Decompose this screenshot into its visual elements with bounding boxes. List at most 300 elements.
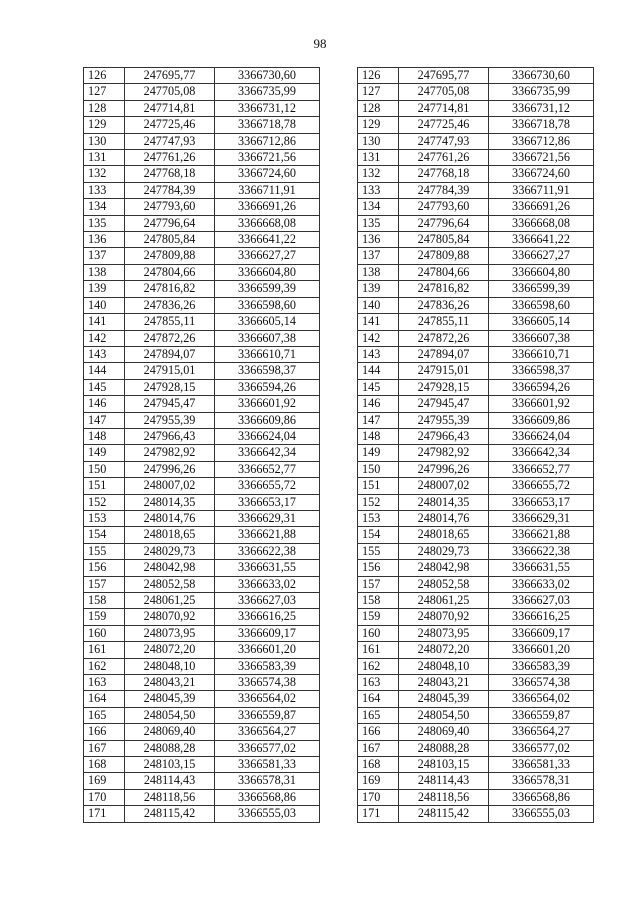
y-coordinate-cell: 3366631,55 [215, 560, 320, 576]
point-number-cell: 133 [358, 182, 399, 198]
point-number-cell: 147 [358, 412, 399, 428]
y-coordinate-cell: 3366631,55 [489, 560, 594, 576]
point-number-cell: 135 [84, 215, 125, 231]
point-number-cell: 131 [84, 150, 125, 166]
point-number-cell: 151 [84, 478, 125, 494]
x-coordinate-cell: 248061,25 [125, 593, 215, 609]
table-row [358, 182, 594, 198]
x-coordinate-cell: 247928,15 [125, 379, 215, 395]
y-coordinate-cell: 3366624,04 [215, 428, 320, 444]
x-coordinate-cell: 248029,73 [399, 543, 489, 559]
point-number-cell: 136 [84, 232, 125, 248]
y-coordinate-cell: 3366574,38 [215, 675, 320, 691]
x-coordinate-cell: 248054,50 [125, 707, 215, 723]
y-coordinate-cell: 3366578,31 [489, 773, 594, 789]
table-row [84, 84, 320, 100]
x-coordinate-cell: 247928,15 [399, 379, 489, 395]
x-coordinate-cell: 247725,46 [399, 117, 489, 133]
point-number-cell: 137 [84, 248, 125, 264]
page-number: 98 [313, 36, 327, 51]
table-row [358, 806, 594, 822]
table-row [358, 84, 594, 100]
y-coordinate-cell: 3366559,87 [489, 707, 594, 723]
x-coordinate-cell: 248018,65 [125, 527, 215, 543]
x-coordinate-cell: 248045,39 [399, 691, 489, 707]
table-row [84, 68, 320, 84]
y-coordinate-cell: 3366583,39 [489, 658, 594, 674]
y-coordinate-cell: 3366609,17 [215, 625, 320, 641]
table-row [84, 281, 320, 297]
x-coordinate-cell: 247784,39 [125, 182, 215, 198]
table-row [84, 461, 320, 477]
y-coordinate-cell: 3366594,26 [489, 379, 594, 395]
point-number-cell: 140 [358, 297, 399, 313]
y-coordinate-cell: 3366622,38 [489, 543, 594, 559]
x-coordinate-cell: 247945,47 [125, 396, 215, 412]
table-row [358, 68, 594, 84]
point-number-cell: 137 [358, 248, 399, 264]
y-coordinate-cell: 3366599,39 [489, 281, 594, 297]
y-coordinate-cell: 3366724,60 [215, 166, 320, 182]
x-coordinate-cell: 247855,11 [399, 314, 489, 330]
table-row [358, 363, 594, 379]
table-row [358, 150, 594, 166]
table-row [358, 461, 594, 477]
point-number-cell: 168 [358, 757, 399, 773]
x-coordinate-cell: 247761,26 [125, 150, 215, 166]
y-coordinate-cell: 3366601,20 [215, 642, 320, 658]
x-coordinate-cell: 248118,56 [399, 789, 489, 805]
point-number-cell: 133 [84, 182, 125, 198]
x-coordinate-cell: 248014,35 [399, 494, 489, 510]
x-coordinate-cell: 248070,92 [399, 609, 489, 625]
table-row [358, 330, 594, 346]
table-row [84, 707, 320, 723]
x-coordinate-cell: 248043,21 [399, 675, 489, 691]
table-row [84, 445, 320, 461]
y-coordinate-cell: 3366599,39 [215, 281, 320, 297]
point-number-cell: 128 [84, 100, 125, 116]
table-row [358, 133, 594, 149]
point-number-cell: 148 [84, 428, 125, 444]
table-row [358, 232, 594, 248]
y-coordinate-cell: 3366627,03 [215, 593, 320, 609]
table-row [84, 314, 320, 330]
table-row [358, 117, 594, 133]
y-coordinate-cell: 3366724,60 [489, 166, 594, 182]
table-row [84, 232, 320, 248]
point-number-cell: 138 [84, 264, 125, 280]
y-coordinate-cell: 3366574,38 [489, 675, 594, 691]
y-coordinate-cell: 3366627,27 [215, 248, 320, 264]
y-coordinate-cell: 3366607,38 [489, 330, 594, 346]
point-number-cell: 156 [358, 560, 399, 576]
y-coordinate-cell: 3366627,03 [489, 593, 594, 609]
y-coordinate-cell: 3366605,14 [489, 314, 594, 330]
table-row [358, 396, 594, 412]
x-coordinate-cell: 247836,26 [399, 297, 489, 313]
y-coordinate-cell: 3366712,86 [489, 133, 594, 149]
table-row [84, 593, 320, 609]
x-coordinate-cell: 248114,43 [125, 773, 215, 789]
point-number-cell: 147 [84, 412, 125, 428]
y-coordinate-cell: 3366604,80 [489, 264, 594, 280]
y-coordinate-cell: 3366652,77 [489, 461, 594, 477]
y-coordinate-cell: 3366581,33 [215, 757, 320, 773]
y-coordinate-cell: 3366642,34 [215, 445, 320, 461]
point-number-cell: 131 [358, 150, 399, 166]
x-coordinate-cell: 248014,76 [125, 510, 215, 526]
table-row [358, 100, 594, 116]
y-coordinate-cell: 3366609,86 [215, 412, 320, 428]
x-coordinate-cell: 248088,28 [125, 740, 215, 756]
x-coordinate-cell: 247695,77 [399, 68, 489, 84]
x-coordinate-cell: 248007,02 [125, 478, 215, 494]
x-coordinate-cell: 248115,42 [125, 806, 215, 822]
y-coordinate-cell: 3366711,91 [215, 182, 320, 198]
x-coordinate-cell: 247955,39 [125, 412, 215, 428]
point-number-cell: 161 [358, 642, 399, 658]
y-coordinate-cell: 3366668,08 [489, 215, 594, 231]
table-row [358, 264, 594, 280]
point-number-cell: 141 [358, 314, 399, 330]
coordinates-table-left [83, 67, 320, 823]
y-coordinate-cell: 3366735,99 [489, 84, 594, 100]
point-number-cell: 144 [84, 363, 125, 379]
point-number-cell: 127 [84, 84, 125, 100]
y-coordinate-cell: 3366731,12 [215, 100, 320, 116]
y-coordinate-cell: 3366721,56 [215, 150, 320, 166]
x-coordinate-cell: 247982,92 [399, 445, 489, 461]
point-number-cell: 171 [84, 806, 125, 822]
table-row [84, 658, 320, 674]
point-number-cell: 170 [84, 789, 125, 805]
x-coordinate-cell: 247804,66 [125, 264, 215, 280]
point-number-cell: 154 [84, 527, 125, 543]
x-coordinate-cell: 247768,18 [399, 166, 489, 182]
y-coordinate-cell: 3366622,38 [215, 543, 320, 559]
y-coordinate-cell: 3366581,33 [489, 757, 594, 773]
table-row [84, 100, 320, 116]
x-coordinate-cell: 247796,64 [399, 215, 489, 231]
y-coordinate-cell: 3366629,31 [489, 510, 594, 526]
x-coordinate-cell: 247714,81 [125, 100, 215, 116]
y-coordinate-cell: 3366564,27 [215, 724, 320, 740]
x-coordinate-cell: 247761,26 [399, 150, 489, 166]
point-number-cell: 165 [358, 707, 399, 723]
x-coordinate-cell: 248048,10 [125, 658, 215, 674]
table-row [84, 330, 320, 346]
point-number-cell: 155 [358, 543, 399, 559]
point-number-cell: 144 [358, 363, 399, 379]
table-row [358, 576, 594, 592]
y-coordinate-cell: 3366621,88 [215, 527, 320, 543]
point-number-cell: 171 [358, 806, 399, 822]
y-coordinate-cell: 3366641,22 [215, 232, 320, 248]
point-number-cell: 129 [358, 117, 399, 133]
table-row [358, 379, 594, 395]
y-coordinate-cell: 3366609,17 [489, 625, 594, 641]
y-coordinate-cell: 3366555,03 [215, 806, 320, 822]
y-coordinate-cell: 3366641,22 [489, 232, 594, 248]
point-number-cell: 129 [84, 117, 125, 133]
table-row [84, 478, 320, 494]
table-row [358, 658, 594, 674]
table-row [84, 560, 320, 576]
y-coordinate-cell: 3366712,86 [215, 133, 320, 149]
table-row [84, 396, 320, 412]
x-coordinate-cell: 247894,07 [399, 346, 489, 362]
table-row [358, 281, 594, 297]
y-coordinate-cell: 3366559,87 [215, 707, 320, 723]
y-coordinate-cell: 3366718,78 [489, 117, 594, 133]
x-coordinate-cell: 247855,11 [125, 314, 215, 330]
x-coordinate-cell: 248069,40 [125, 724, 215, 740]
y-coordinate-cell: 3366605,14 [215, 314, 320, 330]
point-number-cell: 160 [358, 625, 399, 641]
table-row [84, 642, 320, 658]
table-row [358, 494, 594, 510]
table-row [358, 560, 594, 576]
table-row [84, 773, 320, 789]
table-row [358, 593, 594, 609]
table-row [358, 478, 594, 494]
y-coordinate-cell: 3366564,02 [489, 691, 594, 707]
y-coordinate-cell: 3366730,60 [489, 68, 594, 84]
x-coordinate-cell: 247793,60 [399, 199, 489, 215]
point-number-cell: 158 [358, 593, 399, 609]
y-coordinate-cell: 3366607,38 [215, 330, 320, 346]
table-row [84, 117, 320, 133]
y-coordinate-cell: 3366583,39 [215, 658, 320, 674]
table-row [358, 642, 594, 658]
point-number-cell: 136 [358, 232, 399, 248]
x-coordinate-cell: 247955,39 [399, 412, 489, 428]
x-coordinate-cell: 247945,47 [399, 396, 489, 412]
table-row [84, 182, 320, 198]
point-number-cell: 162 [84, 658, 125, 674]
table-row [84, 576, 320, 592]
table-row [358, 773, 594, 789]
point-number-cell: 156 [84, 560, 125, 576]
point-number-cell: 153 [84, 510, 125, 526]
point-number-cell: 157 [84, 576, 125, 592]
y-coordinate-cell: 3366598,37 [489, 363, 594, 379]
x-coordinate-cell: 247805,84 [125, 232, 215, 248]
y-coordinate-cell: 3366616,25 [215, 609, 320, 625]
y-coordinate-cell: 3366601,20 [489, 642, 594, 658]
table-row [84, 150, 320, 166]
x-coordinate-cell: 247996,26 [125, 461, 215, 477]
table-row [358, 510, 594, 526]
table-row [84, 806, 320, 822]
y-coordinate-cell: 3366568,86 [489, 789, 594, 805]
point-number-cell: 158 [84, 593, 125, 609]
table-row [84, 412, 320, 428]
point-number-cell: 141 [84, 314, 125, 330]
y-coordinate-cell: 3366610,71 [489, 346, 594, 362]
x-coordinate-cell: 247705,08 [125, 84, 215, 100]
table-row [358, 724, 594, 740]
x-coordinate-cell: 247915,01 [399, 363, 489, 379]
table-row [358, 297, 594, 313]
table-row [84, 543, 320, 559]
point-number-cell: 169 [358, 773, 399, 789]
table-row [84, 724, 320, 740]
point-number-cell: 148 [358, 428, 399, 444]
x-coordinate-cell: 248069,40 [399, 724, 489, 740]
y-coordinate-cell: 3366598,60 [489, 297, 594, 313]
table-row [358, 527, 594, 543]
point-number-cell: 146 [84, 396, 125, 412]
y-coordinate-cell: 3366578,31 [215, 773, 320, 789]
table-row [84, 166, 320, 182]
point-number-cell: 151 [358, 478, 399, 494]
point-number-cell: 134 [358, 199, 399, 215]
table-row [358, 445, 594, 461]
y-coordinate-cell: 3366721,56 [489, 150, 594, 166]
point-number-cell: 162 [358, 658, 399, 674]
point-number-cell: 168 [84, 757, 125, 773]
point-number-cell: 143 [84, 346, 125, 362]
table-row [358, 199, 594, 215]
y-coordinate-cell: 3366691,26 [489, 199, 594, 215]
point-number-cell: 152 [84, 494, 125, 510]
x-coordinate-cell: 248007,02 [399, 478, 489, 494]
table-row [358, 691, 594, 707]
y-coordinate-cell: 3366655,72 [215, 478, 320, 494]
point-number-cell: 142 [84, 330, 125, 346]
x-coordinate-cell: 248103,15 [399, 757, 489, 773]
y-coordinate-cell: 3366633,02 [215, 576, 320, 592]
coordinates-table-right [357, 67, 594, 823]
y-coordinate-cell: 3366627,27 [489, 248, 594, 264]
point-number-cell: 126 [358, 68, 399, 84]
point-number-cell: 132 [358, 166, 399, 182]
x-coordinate-cell: 247915,01 [125, 363, 215, 379]
table-row [358, 609, 594, 625]
table-row [358, 428, 594, 444]
table-row [358, 248, 594, 264]
table-row [358, 314, 594, 330]
x-coordinate-cell: 248014,76 [399, 510, 489, 526]
x-coordinate-cell: 248103,15 [125, 757, 215, 773]
table-row [84, 527, 320, 543]
point-number-cell: 163 [358, 675, 399, 691]
x-coordinate-cell: 248070,92 [125, 609, 215, 625]
x-coordinate-cell: 247705,08 [399, 84, 489, 100]
point-number-cell: 164 [84, 691, 125, 707]
x-coordinate-cell: 248061,25 [399, 593, 489, 609]
x-coordinate-cell: 248115,42 [399, 806, 489, 822]
x-coordinate-cell: 247695,77 [125, 68, 215, 84]
point-number-cell: 160 [84, 625, 125, 641]
point-number-cell: 127 [358, 84, 399, 100]
point-number-cell: 153 [358, 510, 399, 526]
table-row [84, 363, 320, 379]
x-coordinate-cell: 248073,95 [399, 625, 489, 641]
table-row [358, 412, 594, 428]
table-row [84, 675, 320, 691]
y-coordinate-cell: 3366594,26 [215, 379, 320, 395]
y-coordinate-cell: 3366601,92 [489, 396, 594, 412]
y-coordinate-cell: 3366610,71 [215, 346, 320, 362]
y-coordinate-cell: 3366598,37 [215, 363, 320, 379]
y-coordinate-cell: 3366731,12 [489, 100, 594, 116]
table-row [84, 297, 320, 313]
table-row [84, 789, 320, 805]
table-row [84, 740, 320, 756]
point-number-cell: 145 [84, 379, 125, 395]
table-row [358, 543, 594, 559]
table-row [84, 691, 320, 707]
x-coordinate-cell: 247816,82 [399, 281, 489, 297]
table-row [84, 510, 320, 526]
point-number-cell: 134 [84, 199, 125, 215]
y-coordinate-cell: 3366629,31 [215, 510, 320, 526]
point-number-cell: 126 [84, 68, 125, 84]
table-row [358, 166, 594, 182]
table-row [358, 346, 594, 362]
x-coordinate-cell: 248052,58 [125, 576, 215, 592]
point-number-cell: 130 [358, 133, 399, 149]
x-coordinate-cell: 247996,26 [399, 461, 489, 477]
point-number-cell: 157 [358, 576, 399, 592]
point-number-cell: 159 [358, 609, 399, 625]
x-coordinate-cell: 248073,95 [125, 625, 215, 641]
table-row [84, 494, 320, 510]
x-coordinate-cell: 247894,07 [125, 346, 215, 362]
point-number-cell: 128 [358, 100, 399, 116]
y-coordinate-cell: 3366711,91 [489, 182, 594, 198]
x-coordinate-cell: 248014,35 [125, 494, 215, 510]
y-coordinate-cell: 3366653,17 [215, 494, 320, 510]
point-number-cell: 139 [358, 281, 399, 297]
x-coordinate-cell: 248072,20 [125, 642, 215, 658]
y-coordinate-cell: 3366616,25 [489, 609, 594, 625]
x-coordinate-cell: 247714,81 [399, 100, 489, 116]
y-coordinate-cell: 3366568,86 [215, 789, 320, 805]
y-coordinate-cell: 3366668,08 [215, 215, 320, 231]
x-coordinate-cell: 248018,65 [399, 527, 489, 543]
table-row [358, 757, 594, 773]
point-number-cell: 166 [358, 724, 399, 740]
point-number-cell: 155 [84, 543, 125, 559]
x-coordinate-cell: 247747,93 [125, 133, 215, 149]
y-coordinate-cell: 3366564,02 [215, 691, 320, 707]
y-coordinate-cell: 3366609,86 [489, 412, 594, 428]
x-coordinate-cell: 248042,98 [125, 560, 215, 576]
point-number-cell: 154 [358, 527, 399, 543]
x-coordinate-cell: 247796,64 [125, 215, 215, 231]
table-row [84, 757, 320, 773]
x-coordinate-cell: 248052,58 [399, 576, 489, 592]
y-coordinate-cell: 3366624,04 [489, 428, 594, 444]
y-coordinate-cell: 3366577,02 [489, 740, 594, 756]
x-coordinate-cell: 247982,92 [125, 445, 215, 461]
x-coordinate-cell: 248042,98 [399, 560, 489, 576]
x-coordinate-cell: 247872,26 [125, 330, 215, 346]
y-coordinate-cell: 3366642,34 [489, 445, 594, 461]
x-coordinate-cell: 248072,20 [399, 642, 489, 658]
point-number-cell: 135 [358, 215, 399, 231]
x-coordinate-cell: 247872,26 [399, 330, 489, 346]
table-row [84, 625, 320, 641]
table-row [358, 789, 594, 805]
x-coordinate-cell: 248114,43 [399, 773, 489, 789]
table-row [358, 215, 594, 231]
x-coordinate-cell: 247784,39 [399, 182, 489, 198]
